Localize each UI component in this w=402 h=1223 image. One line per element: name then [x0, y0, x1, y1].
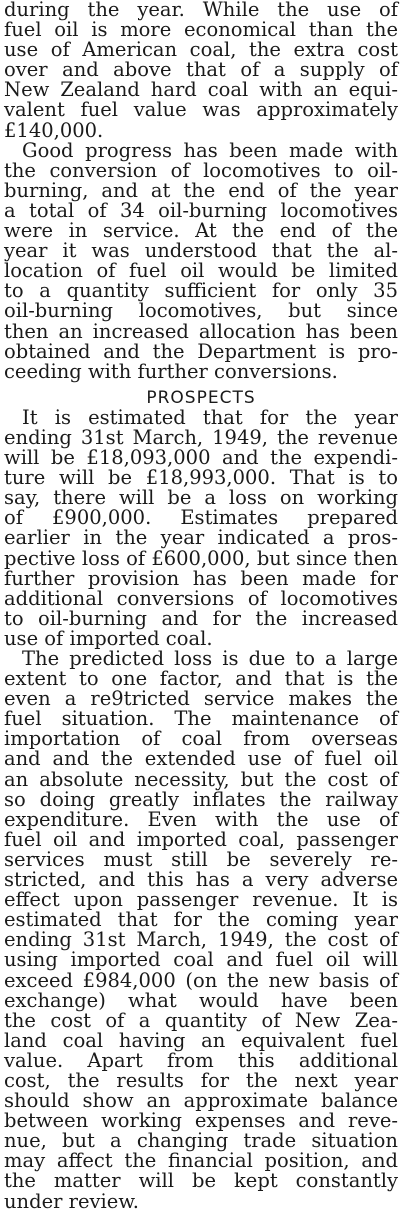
text-line: importation of coal from overseas [4, 727, 398, 751]
text-line: may affect the financial position, and [4, 1149, 398, 1173]
text-line: nue, but a changing trade situation [4, 1129, 398, 1153]
text-line: obtained and the Department is pro- [4, 339, 398, 363]
text-line: It is estimated that for the year [22, 405, 398, 429]
text-line: effect upon passenger revenue. It is [4, 888, 398, 912]
text-line: should show an approximate balance [4, 1089, 398, 1113]
text-line: so doing greatly inflates the railway [4, 787, 398, 811]
text-line: New Zealand hard coal with an equi- [4, 78, 398, 102]
text-line: valent fuel value was approximately [4, 98, 398, 122]
text-line: of £900,000. Estimates prepared [4, 506, 398, 530]
text-line: ending 31st March, 1949, the revenue [4, 425, 398, 449]
text-line: to a quantity sufficient for only 35 [4, 279, 398, 303]
text-line: location of fuel oil would be limited [4, 259, 398, 283]
text-line: ture will be £18,993,000. That is to [4, 466, 398, 490]
text-line: stricted, and this has a very adverse [4, 868, 398, 892]
paragraph-revenue-estimate [4, 405, 398, 650]
text-line: use of imported coal. [4, 626, 213, 650]
text-line: further provision has been made for [4, 566, 398, 590]
text-line: ceeding with further conversions. [4, 359, 338, 383]
text-line: a total of 34 oil-burning locomotives [4, 198, 398, 222]
text-line: even a re9tricted service makes the [4, 687, 398, 711]
text-line: pective loss of £600,000, but since then [4, 546, 398, 570]
text-line: Good progress has been made with [22, 138, 398, 162]
text-line: cost, the results for the next year [4, 1068, 398, 1092]
text-line: an absolute necessity, but the cost of [4, 767, 398, 791]
paragraph-fuel-oil-cost [4, 0, 398, 141]
text-line: between working expenses and reve- [4, 1109, 398, 1133]
text-line: the matter will be kept constantly [4, 1169, 398, 1193]
text-line: fuel situation. The maintenance of [4, 707, 398, 731]
paragraph-locomotive-conversion [4, 138, 398, 383]
text-line: and and the extended use of fuel oil [4, 747, 398, 771]
text-line: land coal having an equivalent fuel [4, 1028, 398, 1052]
text-line: earlier in the year indicated a pros- [4, 526, 398, 550]
text-line: estimated that for the coming year [4, 908, 398, 932]
text-line: additional conversions of locomotives [4, 586, 398, 610]
text-line: ending 31st March, 1949, the cost of [4, 928, 398, 952]
paragraph-predicted-loss [4, 649, 398, 1212]
text-line: fuel oil and imported coal, passenger [4, 827, 398, 851]
text-line: will be £18,093,000 and the expendi- [4, 446, 398, 470]
text-line: exceed £984,000 (on the new basis of [4, 968, 398, 992]
text-line: during the year. While the use of [4, 0, 398, 21]
text-line: oil-burning locomotives, but since [4, 299, 398, 323]
text-line: The predicted loss is due to a large [22, 647, 398, 670]
text-line: extent to one factor, and that is the [4, 667, 398, 691]
text-line: expenditure. Even with the use of [4, 807, 398, 831]
text-line: were in service. At the end of the [4, 219, 398, 243]
text-line: burning, and at the end of the year [4, 178, 398, 202]
text-line: fuel oil is more economical than the [4, 18, 398, 42]
text-line: services must still be severely re- [4, 847, 398, 871]
text-line: under review. [4, 1189, 139, 1213]
text-line: the conversion of locomotives to oil- [4, 158, 398, 182]
text-line: use of American coal, the extra cost [4, 38, 398, 62]
text-line: value. Apart from this additional [4, 1048, 398, 1072]
text-line: then an increased allocation has been [4, 319, 398, 343]
text-line: year it was understood that the al- [4, 239, 398, 263]
text-line: using imported coal and fuel oil will [4, 948, 398, 972]
text-line: to oil-burning and for the increased [4, 606, 398, 630]
text-line: exchange) what would have been [4, 988, 398, 1012]
text-line: the cost of a quantity of New Zea- [4, 1008, 398, 1032]
text-line: say, there will be a loss on working [4, 486, 398, 510]
section-heading-prospects: PROSPECTS [146, 387, 256, 408]
text-line: £140,000. [4, 118, 104, 142]
text-line: over and above that of a supply of [4, 58, 398, 82]
